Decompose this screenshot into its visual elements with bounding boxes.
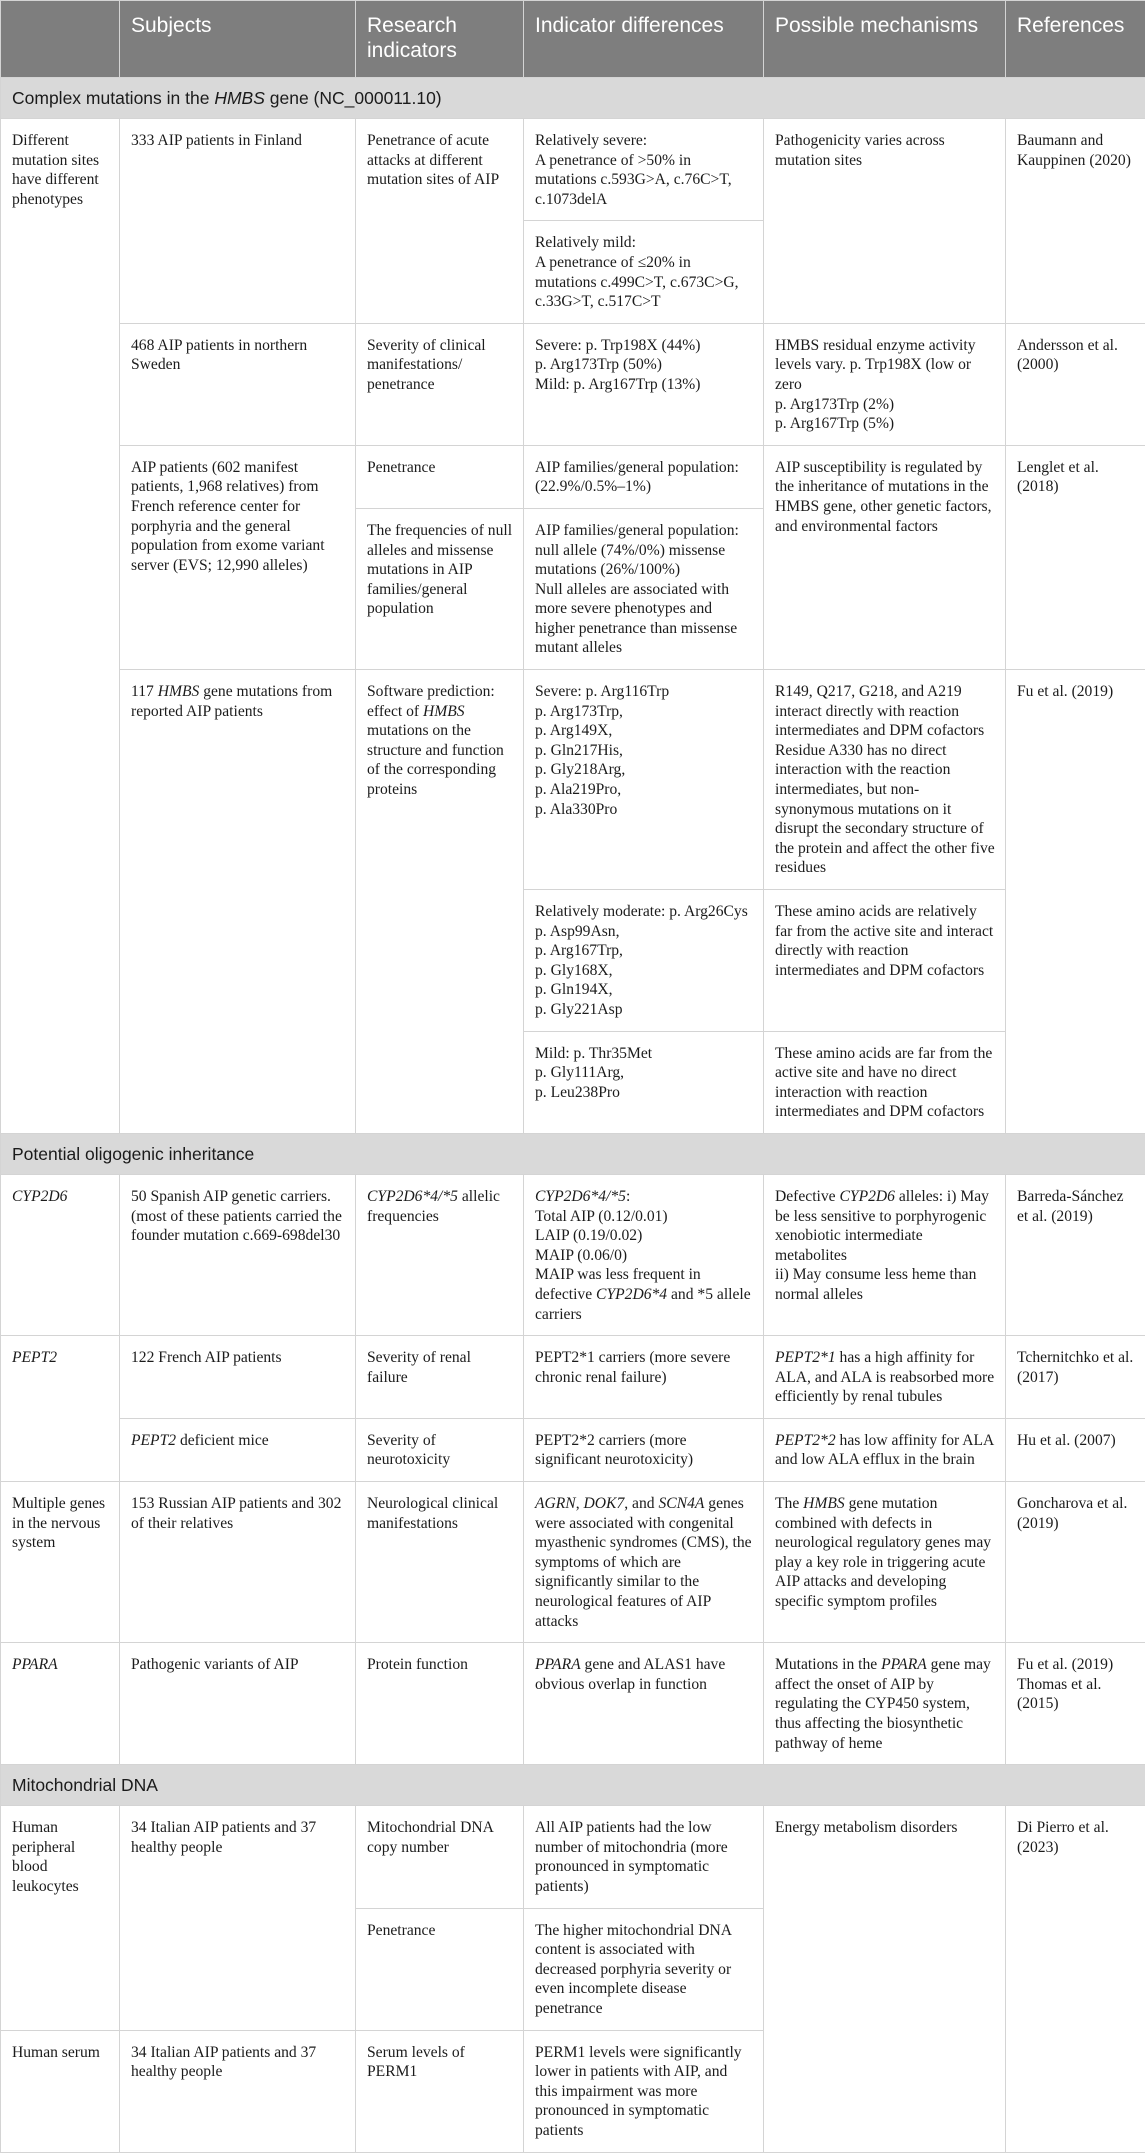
table-cell: 468 AIP patients in northern Sweden (120, 323, 356, 445)
table-cell: AIP families/general population: null allele (74%/0%) missense mutations (26%/100%) Null alleles are associated with more severe phenotypes and higher penetrance than missense mutant alleles (524, 508, 764, 669)
table-cell: CYP2D6 (1, 1174, 120, 1335)
table-cell: The HMBS gene mutation combined with defects in neurological regulatory genes may play a key role in triggering acute AIP attacks and developing specific symptom profiles (764, 1482, 1006, 1643)
header-cell-possible-mechanisms: Possible mechanisms (764, 1, 1006, 78)
table-cell: Human serum (1, 2030, 120, 2152)
table-cell: Fu et al. (2019) Thomas et al. (2015) (1006, 1643, 1145, 1765)
section-row (1, 1133, 1145, 1174)
table-cell: Andersson et al. (2000) (1006, 323, 1145, 445)
table-cell: 153 Russian AIP patients and 302 of their relatives (120, 1482, 356, 1643)
table-cell: Human peripheral blood leukocytes (1, 1806, 120, 2030)
section-row (1, 1765, 1145, 1806)
table-cell: Penetrance of acute attacks at different mutation sites of AIP (356, 119, 524, 324)
table-cell: AIP families/general population: (22.9%/0.5%–1%) (524, 445, 764, 508)
table-cell: PEPT2 deficient mice (120, 1418, 356, 1481)
table-cell: Barreda-Sánchez et al. (2019) (1006, 1174, 1145, 1335)
table-row (1, 1336, 1145, 1419)
table-cell: Software prediction: effect of HMBS mutations on the structure and function of the corresponding proteins (356, 670, 524, 1134)
table-cell: Relatively mild: A penetrance of ≤20% in mutations c.499C>T, c.673C>G, c.33G>T, c.517C>T (524, 221, 764, 323)
table-row (1, 670, 1145, 890)
table-cell: PEPT2 (1, 1336, 120, 1482)
table-cell: CYP2D6*4/*5: Total AIP (0.12/0.01) LAIP (0.19/0.02) MAIP (0.06/0) MAIP was less frequent in defective CYP2D6*4 and *5 allele carriers (524, 1174, 764, 1335)
table-cell: Severe: p. Trp198X (44%) p. Arg173Trp (50%) Mild: p. Arg167Trp (13%) (524, 323, 764, 445)
table-cell: Multiple genes in the nervous system (1, 1482, 120, 1643)
table-cell: Goncharova et al. (2019) (1006, 1482, 1145, 1643)
table-cell: Severity of clinical manifestations/ penetrance (356, 323, 524, 445)
table-cell: Energy metabolism disorders (764, 1806, 1006, 2152)
table-cell: Tchernitchko et al. (2017) (1006, 1336, 1145, 1419)
table-row (1, 1806, 1145, 1908)
table-cell: Severity of neurotoxicity (356, 1418, 524, 1481)
table-cell: Hu et al. (2007) (1006, 1418, 1145, 1481)
table-cell: HMBS residual enzyme activity levels vary. p. Trp198X (low or zero p. Arg173Trp (2%) p. Arg167Trp (5%) (764, 323, 1006, 445)
table-cell: 117 HMBS gene mutations from reported AIP patients (120, 670, 356, 1134)
table-cell: Di Pierro et al. (2023) (1006, 1806, 1145, 2152)
table-row (1, 119, 1145, 221)
table-cell: Fu et al. (2019) (1006, 670, 1145, 1134)
table-cell: Severe: p. Arg116Trp p. Arg173Trp, p. Arg149X, p. Gln217His, p. Gly218Arg, p. Ala219Pro, p. Ala330Pro (524, 670, 764, 890)
table-cell: PEPT2*1 carriers (more severe chronic renal failure) (524, 1336, 764, 1419)
table-row (1, 1643, 1145, 1765)
table-cell: Defective CYP2D6 alleles: i) May be less sensitive to porphyrogenic xenobiotic intermediate metabolites ii) May consume less heme than normal alleles (764, 1174, 1006, 1335)
table-row (1, 323, 1145, 445)
section-row (1, 78, 1145, 119)
header-cell-blank (1, 1, 120, 78)
table-cell: PEPT2*2 has low affinity for ALA and low ALA efflux in the brain (764, 1418, 1006, 1481)
table-row (1, 1482, 1145, 1643)
section-heading: Potential oligogenic inheritance (1, 1133, 1145, 1174)
table-cell: The frequencies of null alleles and missense mutations in AIP families/general population (356, 508, 524, 669)
table-cell: AIP susceptibility is regulated by the inheritance of mutations in the HMBS gene, other genetic factors, and environmental factors (764, 445, 1006, 669)
table-cell: Penetrance (356, 445, 524, 508)
table-cell: Pathogenicity varies across mutation sites (764, 119, 1006, 324)
table-cell: Relatively severe: A penetrance of >50% in mutations c.593G>A, c.76C>T, c.1073delA (524, 119, 764, 221)
table-cell: R149, Q217, G218, and A219 interact directly with reaction intermediates and DPM cofactors Residue A330 has no direct interaction with the reaction intermediates, but non-synonymous mutations on it disrupt the secondary structure of the protein and affect the other five residues (764, 670, 1006, 890)
table-cell: PPARA (1, 1643, 120, 1765)
table-cell: Protein function (356, 1643, 524, 1765)
header-cell-indicator-differences: Indicator differences (524, 1, 764, 78)
table-cell: The higher mitochondrial DNA content is associated with decreased porphyria severity or even incomplete disease penetrance (524, 1908, 764, 2030)
table-cell: Mitochondrial DNA copy number (356, 1806, 524, 1908)
table-cell: Baumann and Kauppinen (2020) (1006, 119, 1145, 324)
section-heading: Mitochondrial DNA (1, 1765, 1145, 1806)
table-cell: Mutations in the PPARA gene may affect the onset of AIP by regulating the CYP450 system, thus affecting the biosynthetic pathway of heme (764, 1643, 1006, 1765)
table-cell: 50 Spanish AIP genetic carriers. (most of these patients carried the founder mutation c.669-698del30 (120, 1174, 356, 1335)
table-cell: Relatively moderate: p. Arg26Cys p. Asp99Asn, p. Arg167Trp, p. Gly168X, p. Gln194X, p. Gly221Asp (524, 890, 764, 1032)
section-heading: Complex mutations in the HMBS gene (NC_000011.10) (1, 78, 1145, 119)
table-cell: AIP patients (602 manifest patients, 1,968 relatives) from French reference center for porphyria and the general population from exome variant server (EVS; 12,990 alleles) (120, 445, 356, 669)
table-row (1, 1418, 1145, 1481)
table-cell: 34 Italian AIP patients and 37 healthy people (120, 2030, 356, 2152)
table-cell: Serum levels of PERM1 (356, 2030, 524, 2152)
table-cell: 122 French AIP patients (120, 1336, 356, 1419)
header-row (1, 1, 1145, 78)
table-cell: PERM1 levels were significantly lower in patients with AIP, and this impairment was more pronounced in symptomatic patients (524, 2030, 764, 2152)
table-row (1, 445, 1145, 508)
header-cell-references: References (1006, 1, 1145, 78)
table-cell: PPARA gene and ALAS1 have obvious overlap in function (524, 1643, 764, 1765)
table-cell: Lenglet et al. (2018) (1006, 445, 1145, 669)
table-cell: 34 Italian AIP patients and 37 healthy people (120, 1806, 356, 2030)
table-cell: Different mutation sites have different phenotypes (1, 119, 120, 1134)
table-cell: 333 AIP patients in Finland (120, 119, 356, 324)
table-cell: Severity of renal failure (356, 1336, 524, 1419)
table-cell: Mild: p. Thr35Met p. Gly111Arg, p. Leu238Pro (524, 1031, 764, 1133)
table-cell: AGRN, DOK7, and SCN4A genes were associated with congenital myasthenic syndromes (CMS), the symptoms of which are significantly similar to the neurological features of AIP attacks (524, 1482, 764, 1643)
table-cell: These amino acids are relatively far from the active site and interact directly with reaction intermediates and DPM cofactors (764, 890, 1006, 1032)
table-cell: All AIP patients had the low number of mitochondria (more pronounced in symptomatic patients) (524, 1806, 764, 1908)
header-cell-subjects: Subjects (120, 1, 356, 78)
table-cell: Neurological clinical manifestations (356, 1482, 524, 1643)
table-row (1, 1174, 1145, 1335)
table-cell: PEPT2*2 carriers (more significant neurotoxicity) (524, 1418, 764, 1481)
table-cell: CYP2D6*4/*5 allelic frequencies (356, 1174, 524, 1335)
table-cell: Penetrance (356, 1908, 524, 2030)
table-cell: These amino acids are far from the active site and have no direct interaction with reaction intermediates and DPM cofactors (764, 1031, 1006, 1133)
table-cell: Pathogenic variants of AIP (120, 1643, 356, 1765)
header-cell-research-indicators: Research indicators (356, 1, 524, 78)
table-cell: PEPT2*1 has a high affinity for ALA, and ALA is reabsorbed more efficiently by renal tubules (764, 1336, 1006, 1419)
